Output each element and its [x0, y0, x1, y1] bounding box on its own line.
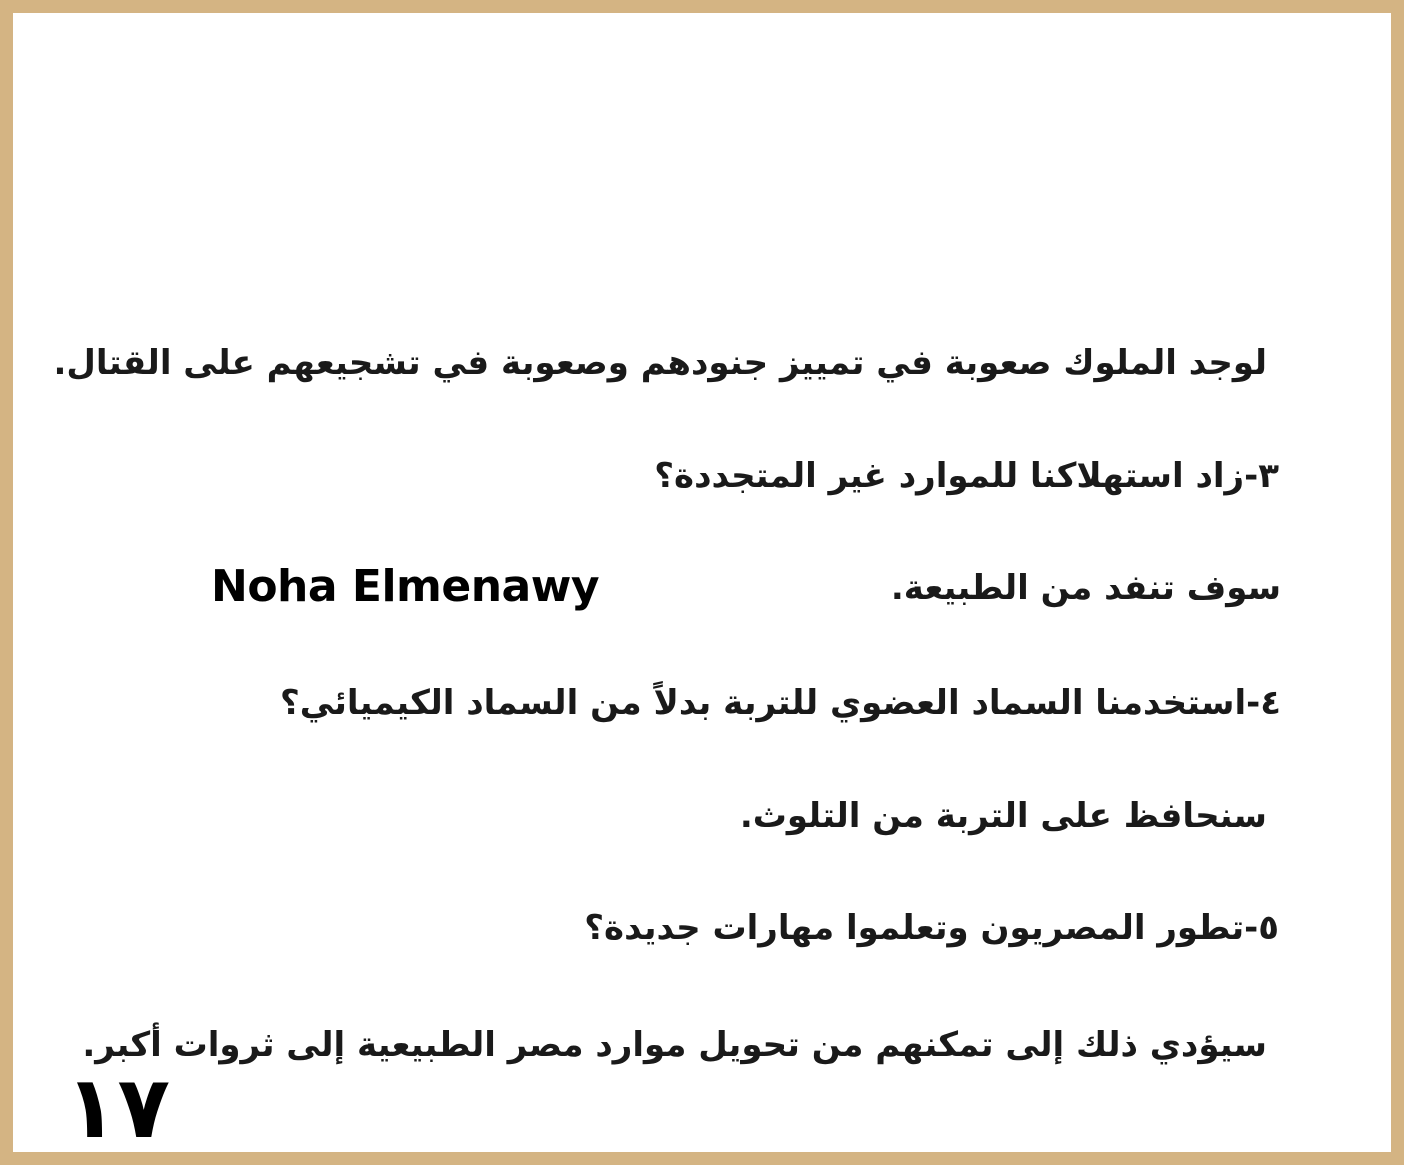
- answer-line-1: لوجد الملوك صعوبة في تمييز جنودهم وصعوبة في تشجيعهم على القتال.: [53, 343, 1267, 383]
- page-number: ١٧: [65, 1058, 170, 1158]
- author-watermark: Noha Elmenawy: [211, 561, 600, 612]
- answer-3: سوف تنفد من الطبيعة.: [890, 568, 1281, 608]
- question-5: ٥-تطور المصريون وتعلموا مهارات جديدة؟: [584, 908, 1279, 948]
- answer-5: سيؤدي ذلك إلى تمكنهم من تحويل موارد مصر الطبيعية إلى ثروات أكبر.: [82, 1025, 1267, 1065]
- question-4: ٤-استخدمنا السماد العضوي للتربة بدلاً من السماد الكيميائي؟: [279, 683, 1281, 723]
- question-3: ٣-زاد استهلاكنا للموارد غير المتجددة؟: [654, 456, 1279, 496]
- answer-4: سنحافظ على التربة من التلوث.: [739, 796, 1267, 836]
